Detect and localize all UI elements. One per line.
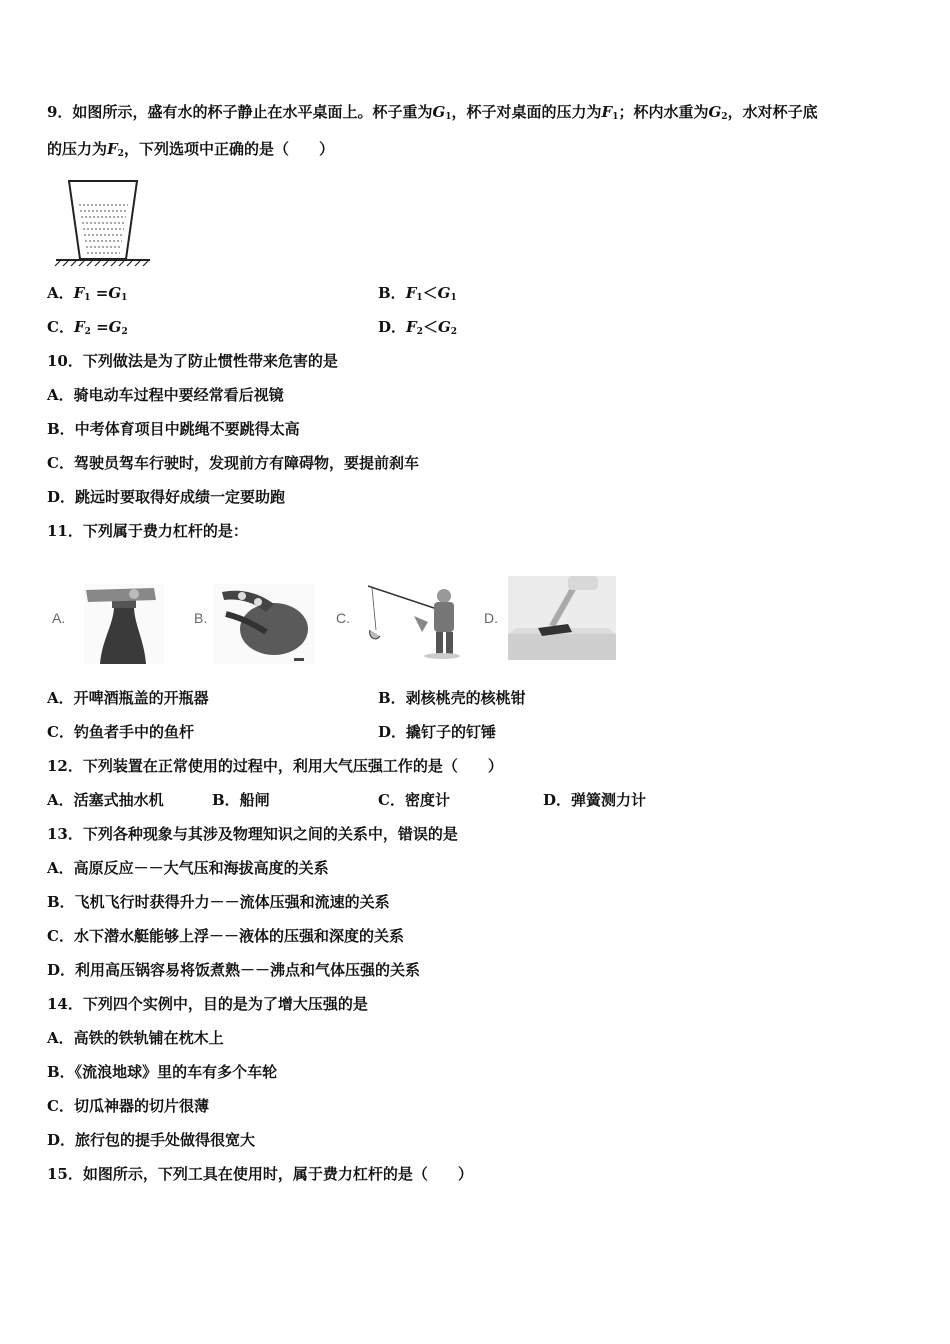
q12-option-a: A．活塞式抽水机	[47, 791, 164, 809]
q11-image-label-d: D.	[484, 610, 498, 626]
q9-option-d: D．$F_2<G_2$	[378, 318, 458, 337]
q14-option-b: B．《流浪地球》里的车有多个车轮	[47, 1063, 278, 1081]
q13-option-c: C．水下潜水艇能够上浮－－液体的压强和深度的关系	[47, 927, 404, 945]
q14-stem: 14．下列四个实例中，目的是为了增大压强的是	[47, 995, 368, 1013]
q9-stem-line1: 9．如图所示，盛有水的杯子静止在水平桌面上。杯子重为$G_1$，杯子对桌面的压力为$F_1$；杯内水重为$G_2$，水对杯子底	[47, 103, 818, 122]
bottle-opener-image	[84, 584, 164, 664]
q11-image-label-b: B.	[194, 610, 208, 626]
q10-stem: 10．下列做法是为了防止惯性带来危害的是	[47, 352, 338, 370]
q11-stem: 11．下列属于费力杠杆的是：	[47, 522, 248, 540]
q14-option-c: C．切瓜神器的切片很薄	[47, 1097, 209, 1115]
q12-option-d: D．弹簧测力计	[543, 791, 647, 809]
q10-option-d: D．跳远时要取得好成绩一定要助跑	[47, 488, 286, 506]
q11-option-c: C．钓鱼者手中的鱼杆	[47, 723, 194, 741]
nutcracker-image	[214, 584, 314, 664]
q12-stem: 12．下列装置在正常使用的过程中，利用大气压强工作的是（ ）	[47, 757, 503, 775]
q11-option-a: A．开啤酒瓶盖的开瓶器	[47, 689, 209, 707]
q13-option-b: B．飞机飞行时获得升力－－流体压强和流速的关系	[47, 893, 390, 911]
q13-option-a: A．高原反应－－大气压和海拔高度的关系	[47, 859, 329, 877]
q13-stem: 13．下列各种现象与其涉及物理知识之间的关系中，错误的是	[47, 825, 458, 843]
q12-option-b: B．船闸	[212, 791, 270, 809]
q9-option-b: B．$F_1<G_1$	[378, 284, 457, 303]
claw-hammer-image	[508, 576, 616, 660]
q10-option-c: C．驾驶员驾车行驶时，发现前方有障碍物，要提前刹车	[47, 454, 419, 472]
q12-option-c: C．密度计	[378, 791, 450, 809]
q9-option-c: C．$F_2 =G_2$	[47, 318, 128, 337]
cup-on-table-figure	[52, 175, 152, 267]
q10-option-b: B．中考体育项目中跳绳不要跳得太高	[47, 420, 300, 438]
q11-image-label-a: A.	[52, 610, 66, 626]
q14-option-a: A．高铁的铁轨铺在枕木上	[47, 1029, 224, 1047]
q11-option-b: B．剥核桃壳的核桃钳	[378, 689, 526, 707]
q9-stem-line2: 的压力为$F_2$，下列选项中正确的是（ ）	[47, 140, 334, 159]
q11-image-label-c: C.	[336, 610, 350, 626]
fishing-rod-image	[362, 580, 480, 662]
q11-option-d: D．撬钉子的钉锤	[378, 723, 497, 741]
q10-option-a: A．骑电动车过程中要经常看后视镜	[47, 386, 284, 404]
q13-option-d: D．利用高压锅容易将饭煮熟－－沸点和气体压强的关系	[47, 961, 421, 979]
q9-option-a: A．$F_1 =G_1$	[47, 284, 128, 303]
q15-stem: 15．如图所示，下列工具在使用时，属于费力杠杆的是（ ）	[47, 1165, 473, 1183]
q14-option-d: D．旅行包的提手处做得很宽大	[47, 1131, 256, 1149]
